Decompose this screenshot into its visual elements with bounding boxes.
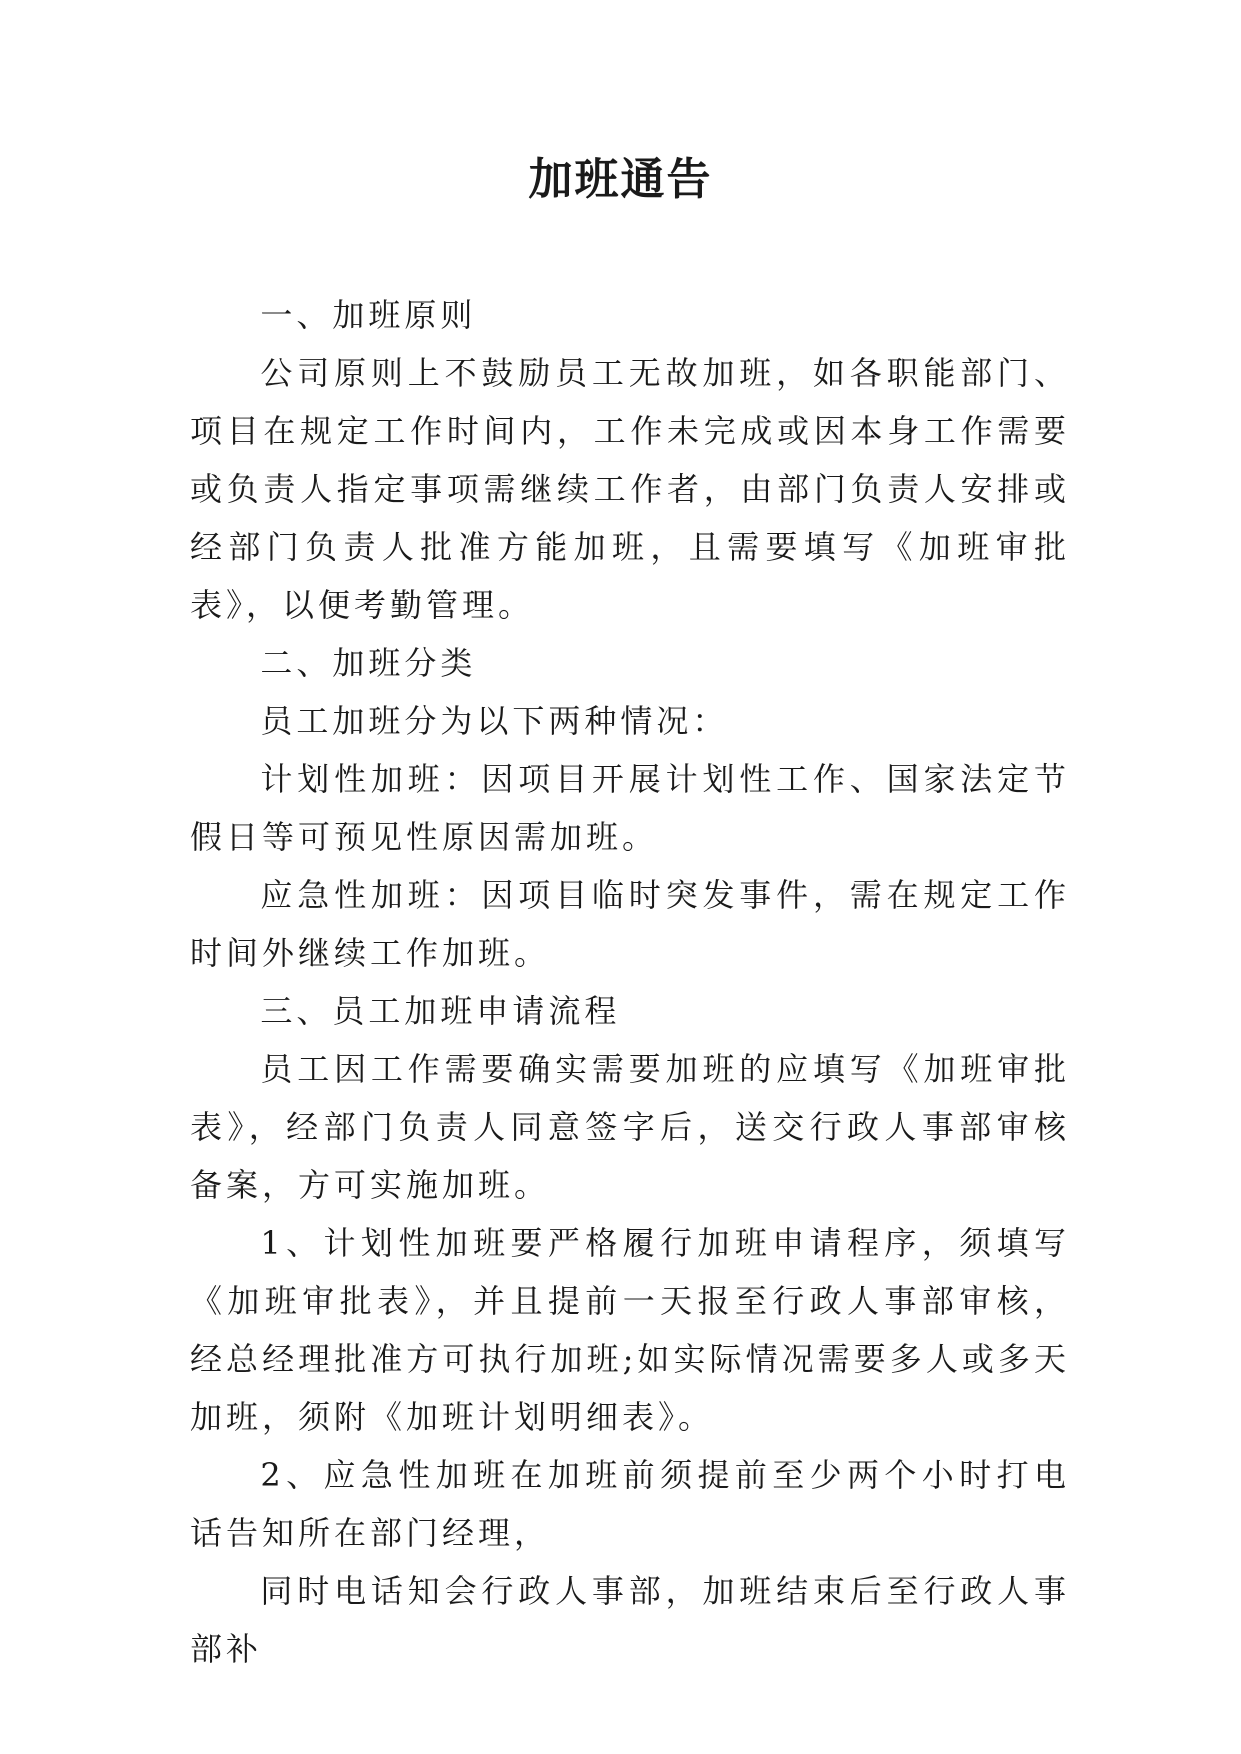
heading-overtime-principle: 一、加班原则 [260,296,477,334]
paragraph-process-item-2-cont: 同时电话知会行政人事部，加班结束后至行政人事部补 [190,1572,1070,1668]
paragraph-planned-overtime: 计划性加班：因项目开展计划性工作、国家法定节假日等可预见性原因需加班。 [190,760,1070,856]
paragraph-process-item-2: 2、应急性加班在加班前须提前至少两个小时打电话告知所在部门经理， [190,1456,1070,1552]
paragraph-emergency-overtime: 应急性加班：因项目临时突发事件，需在规定工作时间外继续工作加班。 [190,876,1070,972]
heading-application-process: 三、员工加班申请流程 [260,992,621,1030]
document-body [190,286,1070,1678]
document-title: 加班通告 [528,154,713,205]
paragraph-process-item-1: 1、计划性加班要严格履行加班申请程序，须填写《加班审批表》，并且提前一天报至行政人事部审核，经总经理批准方可执行加班;如实际情况需要多人或多天加班，须附《加班计划明细表》。 [190,1224,1070,1436]
paragraph-category-intro: 员工加班分为以下两种情况： [260,702,729,740]
paragraph-principle-text: 公司原则上不鼓励员工无故加班，如各职能部门、项目在规定工作时间内，工作未完成或因本身工作需要或负责人指定事项需继续工作者，由部门负责人安排或经部门负责人批准方能加班，且需要填写《加班审批表》，以便考勤管理。 [190,354,1070,624]
paragraph-process-text: 员工因工作需要确实需要加班的应填写《加班审批表》，经部门负责人同意签字后，送交行政人事部审核备案，方可实施加班。 [190,1050,1070,1204]
heading-overtime-category: 二、加班分类 [260,644,477,682]
